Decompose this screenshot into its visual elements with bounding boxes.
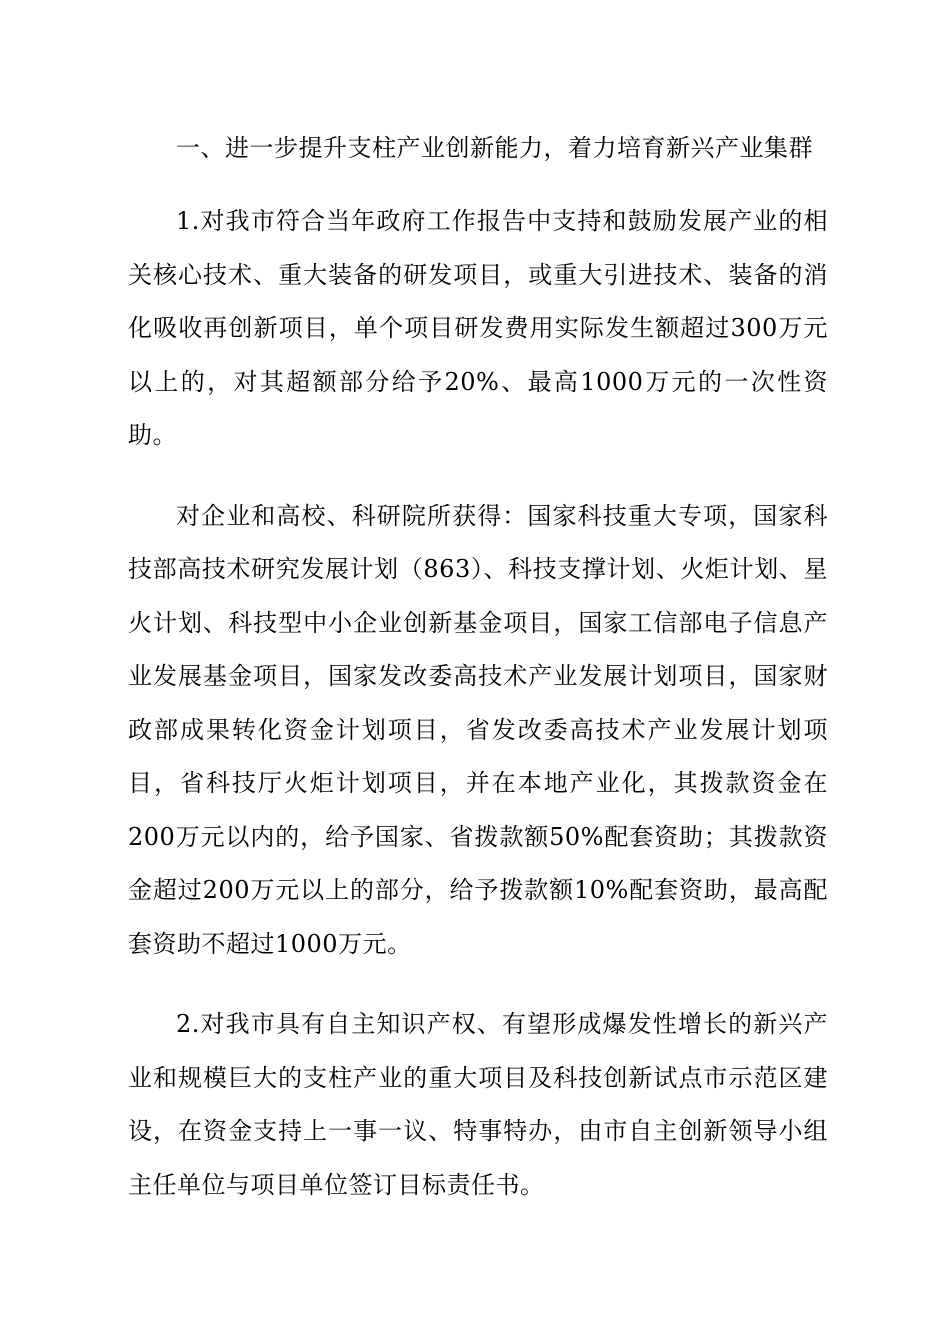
section-heading: 一、进一步提升支柱产业创新能力，着力培育新兴产业集群 <box>176 134 813 162</box>
paragraph-1: 1.对我市符合当年政府工作报告中支持和鼓励发展产业的相关核心技术、重大装备的研发项目，或重大引进技术、装备的消化吸收再创新项目，单个项目研发费用实际发生额超过300万元以上的，对其超额部分给予20%、最高1000万元的一次性资助。 <box>128 207 828 449</box>
paragraph-2: 对企业和高校、科研院所获得：国家科技重大专项，国家科技部高技术研究发展计划（863）、科技支撑计划、火炬计划、星火计划、科技型中小企业创新基金项目，国家工信部电子信息产业发展基金项目，国家发改委高技术产业发展计划项目，国家财政部成果转化资金计划项目，省发改委高技术产业发展计划项目，省科技厅火炬计划项目，并在本地产业化，其拨款资金在200万元以内的，给予国家、省拨款额50%配套资助；其拨款资金超过200万元以上的部分，给予拨款额10%配套资助，最高配套资助不超过1000万元。 <box>128 501 828 958</box>
paragraph-3: 2.对我市具有自主知识产权、有望形成爆发性增长的新兴产业和规模巨大的支柱产业的重大项目及科技创新试点市示范区建设，在资金支持上一事一议、特事特办，由市自主创新领导小组主任单位与项目单位签订目标责任书。 <box>128 1010 828 1199</box>
document-page <box>128 128 828 1239</box>
